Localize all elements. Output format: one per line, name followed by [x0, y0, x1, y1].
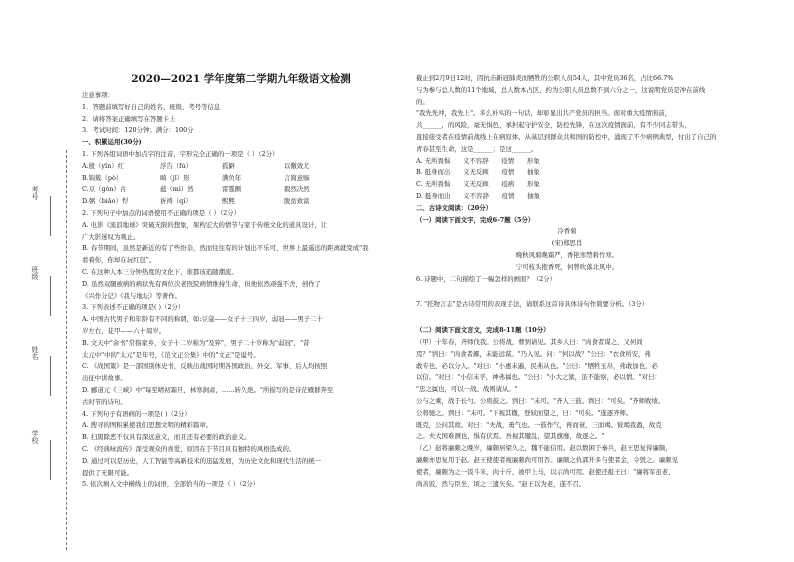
notice-item: 3．考试时间：120分钟；满分：100分: [82, 126, 194, 135]
passage-line: "我先先冲，我先上"。多么朴实的一句话，却彰显出共产党员的担当。面对重大疫情面前，: [416, 109, 672, 118]
binding-line: [50, 440, 51, 480]
poem-line: 晚秋风菊晚霜严，香艳寒禁碧竹寒。: [515, 250, 619, 259]
binding-label-school: 学校: [31, 430, 39, 444]
question-4-line: B. 扫黑除恶不仅具有深远意义，而且还有必要的政治意义。: [82, 433, 251, 442]
option-cell: 畸（jī）形: [160, 173, 190, 182]
question-3-line: 岁左右，花甲——六十周岁。: [82, 326, 166, 335]
classical-line: 既克，公问其故。对曰："夫战，勇气也。一鼓作气，再而衰，三而竭。彼竭我盈，故克: [416, 420, 662, 429]
option-cell: 脱贫致富: [284, 197, 310, 206]
answer-space: [416, 311, 718, 325]
option-cell: A.殷（yīn）红: [82, 161, 124, 170]
question-4-stem: 4. 下列句子有语病的一项是( )（2分）: [82, 409, 191, 418]
question-5-option-b: B. 挺身而出 义无反顾 疫情 抽象: [416, 168, 540, 177]
option-cell: 言简意赅: [284, 173, 310, 182]
classical-line: 之。夫大国难测也，惧有伏焉。吾视其辙乱，望其旗靡，故逐之。": [416, 432, 605, 441]
option-cell: 孤僻: [222, 161, 235, 170]
question-1-option-b: [82, 173, 400, 185]
question-2-stem: 2. 下列句子中加点的词语使用不正确的项是（ ）（2分）: [82, 208, 241, 217]
poem-line: 宁可枝头抱香死，何曾吹落北风中。: [515, 262, 619, 271]
question-4-line: A. 搜寻的图积累使我们思想文明的精彩篇章。: [82, 421, 213, 430]
poem-author: (宋)郑思肖: [551, 239, 583, 248]
poem-section-heading: （一）阅读下面文字，完成6-7题（5分）: [416, 215, 535, 224]
classical-line: 尚善饭，然与臣坐，顷之三遗矢矣。"赵王以为老，遂不召。: [416, 479, 586, 488]
classical-section-heading: （二）阅读下面文言文，完成8-11题（10分）: [416, 326, 550, 335]
question-3-stem: 3. 下列表述不正确的项是( )（2分）: [82, 303, 185, 312]
passage-line: 直接接受者在疫情前战线上在病原体、从基层到群众共和国的防控中，涌现了不少病例典型，付出了自己的: [416, 132, 717, 141]
notice-item: 2．请将答案正确填写在答题卡上: [82, 114, 176, 123]
question-5-option-a: A. 无所畏惧 义不容辞 疫情 形象: [416, 156, 540, 165]
option-cell: 毅然决然: [284, 185, 310, 194]
classical-line: 以信。"对曰："小信未孚，神弗福也。"公曰："小大之狱，虽不能察，必以情。"对曰：: [416, 373, 661, 382]
passage-line: 与为参与总人数的11个地域，总人数本占区，约为公职人员总数不到六分之一，这说明党员是冲在前线: [416, 85, 706, 94]
question-6: 6. 诗题中，二句描绘了一幅怎样的画面？（2分）: [416, 274, 557, 283]
exam-title: 2020—2021 学年度第二学期九年级语文检测: [131, 73, 351, 85]
binding-dashed-line: [66, 150, 67, 550]
option-cell: C.豆（gòn）古: [82, 185, 127, 194]
question-5-option-c: C. 无所畏惧 义无反顾 疫病 形象: [416, 180, 540, 189]
question-4-line: D. 通过可以是历史，人工智能等高新技术的迅猛发展，为历史文化和现代生活的统一: [82, 456, 322, 465]
classical-line: 公与之乘，战于长勺。公将鼓之。刿曰："未可。"齐人三鼓。刿曰："可矣。"齐师败绩。: [416, 396, 665, 405]
passage-line: 的。: [416, 97, 429, 106]
binding-label-class: 班级: [31, 266, 39, 280]
passage-line: 截止到2月9日12时，因抗击新冠肺炎而牺牲的公职人员54人，其中党员36名，占比66.7%: [416, 74, 674, 82]
question-3-line: D. 郦道元《三峡》中"每至晴初霜旦，林寒涧肃，……转久绝。"所描写的是诗茫雁群奔至: [82, 385, 334, 394]
binding-label-exam-number: 考号: [31, 186, 39, 200]
classical-line: 使者，廉颇为之一饭斗米，肉十斤，被甲上马，以示尚可用。赵使还报王曰："廉将军虽老，: [416, 467, 675, 476]
option-cell: 祈祷（qí）: [160, 197, 192, 206]
section-heading-2: 二、古诗文阅读：（20分）: [416, 203, 492, 212]
question-3-line: B. 文天中"余书"常指家乡，女子十二岁称为"及笄"，男子二十岁称为"弱冠"，"昔: [82, 338, 310, 347]
question-2-line: C. 在这种人本三分钟热度的文化下，谁都该追随潮流。: [82, 267, 238, 276]
classical-line: （甲）十年春，齐师伐我。公将战，曹刿请见。其乡人曰："肉食者谋之，又何间: [416, 337, 643, 346]
question-1-option-a: [82, 161, 400, 173]
question-2-line: 看着你，你却在玩红包"。: [82, 256, 156, 265]
question-3-line: C. 《战国策》是一部国别体史书，反映出战国时期各国政治、外交、军事、后人均按照: [82, 362, 328, 371]
question-2-line: 《兴作分记》《我与地坛》等著作。: [82, 291, 182, 300]
option-cell: 熙熙: [222, 197, 235, 206]
answer-space: [416, 285, 718, 299]
option-cell: D.粥（biāo）悍: [82, 197, 129, 206]
option-cell: 以儆效尤: [284, 161, 310, 170]
binding-line: [50, 196, 51, 236]
option-cell: B.锦簇（pò）: [82, 173, 123, 182]
question-3-line: A. 中国古代男子和年龄有不同的称谓，如:豆蔻——女子十三四岁，弱冠——男子二十: [82, 315, 323, 324]
question-3-line: 古时节的诗句。: [82, 397, 127, 406]
binding-label-name: 姓名: [31, 346, 39, 360]
left-column: [82, 72, 400, 491]
question-2-line: A. 电影《流浪地球》突破无限的想象，架构宏大的情节与家于传统文化的道具设计，让: [82, 220, 328, 229]
option-cell: 满负年: [222, 173, 242, 182]
poem-title: 冷香菊: [557, 227, 577, 236]
notice-heading: 注意事项：: [82, 91, 114, 99]
question-5-stem: 5. 依次填入文中横线上的词语，全部恰当的一项是（ ）（2分）: [82, 480, 260, 489]
question-2-line: B. 春节期间，虽然是新近的有了些纷杂，然而往往有的计划出不乐可，世界上最遥远的距离就变成"我: [82, 244, 369, 253]
binding-line: [50, 276, 51, 316]
notice-item: 1．答题前填写好自己的姓名、班级、考号等信息: [82, 102, 221, 111]
classical-line: 焉？"刿曰："肉食者鄙，未能远谋。"乃入见。问："何以战？"公曰："衣食所安，弗: [416, 349, 651, 358]
question-2-line: 广大影迷叹为观止。: [82, 232, 140, 241]
question-4-line: 提供了无限可能。: [82, 468, 134, 477]
passage-line: 青春甚至生命，这是______；是这______。: [416, 144, 538, 153]
question-3-line: 太元中"中的"太元"是年号，《范文正公集》中的"文正"是谥号。: [82, 350, 260, 359]
classical-line: 公将驰之。刿曰："未可。"下视其辙，登轼而望之，曰："可矣。"遂逐齐师。: [416, 408, 633, 417]
passage-line: 共______，的风险，毫无惧色，承担起守护安全，防控先锋，在这次疫情面前，有不少同志带头，: [416, 121, 691, 130]
question-1-option-d: [82, 196, 400, 208]
question-1-option-c: [82, 184, 400, 196]
binding-line: [50, 356, 51, 396]
question-1-stem: 1. 下列各组词语中加点字的注音、字形完全正确的一项是（ ）（2分）: [82, 149, 279, 158]
option-cell: 雷霆颤: [222, 185, 242, 194]
question-7: 7. "托物言志"是古诗常用的表现手法，请联系这首诗具体诗句作简要分析。（3分）: [416, 300, 649, 309]
classical-line: 廉颇亦思复用于赵。赵王使使者视廉颇尚可用否。廉颇之仇郭开多与使者金，令毁之。廉颇见: [416, 455, 679, 464]
question-4-line: C. 《经典咏流传》深受观众的喜爱，原因在于节目具有独特的风格选成的。: [82, 444, 296, 453]
question-3-line: 出征中讲故事。: [82, 374, 127, 383]
section-heading-1: 一、积累运用(30分): [82, 138, 142, 147]
classical-line: "忠之属也，可以一战。战则请从。": [416, 385, 518, 394]
option-cell: 浮告（fú）: [160, 161, 193, 170]
classical-line: 敢专也，必以分人。"对曰："小惠未遍，民弗从也。"公曰："牺牲玉帛，弗敢加也，必: [416, 361, 658, 370]
right-column: [416, 73, 718, 490]
question-2-line: D. 虽然双腿被病的病状先有两位次老医院病情维持生命，但他依然顽强不舍，创作了: [82, 279, 322, 288]
question-5-option-d: D. 挺身而出 义不容辞 疫情 抽象: [416, 191, 540, 200]
classical-line: （乙）赵将廉颇之晚岁，廉颇居梁久之，魏不能信用。赵以数困于秦兵，赵王思复得廉颇，: [416, 444, 672, 453]
option-cell: 蕴（mì）然: [160, 185, 194, 194]
binding-margin: [0, 0, 78, 562]
